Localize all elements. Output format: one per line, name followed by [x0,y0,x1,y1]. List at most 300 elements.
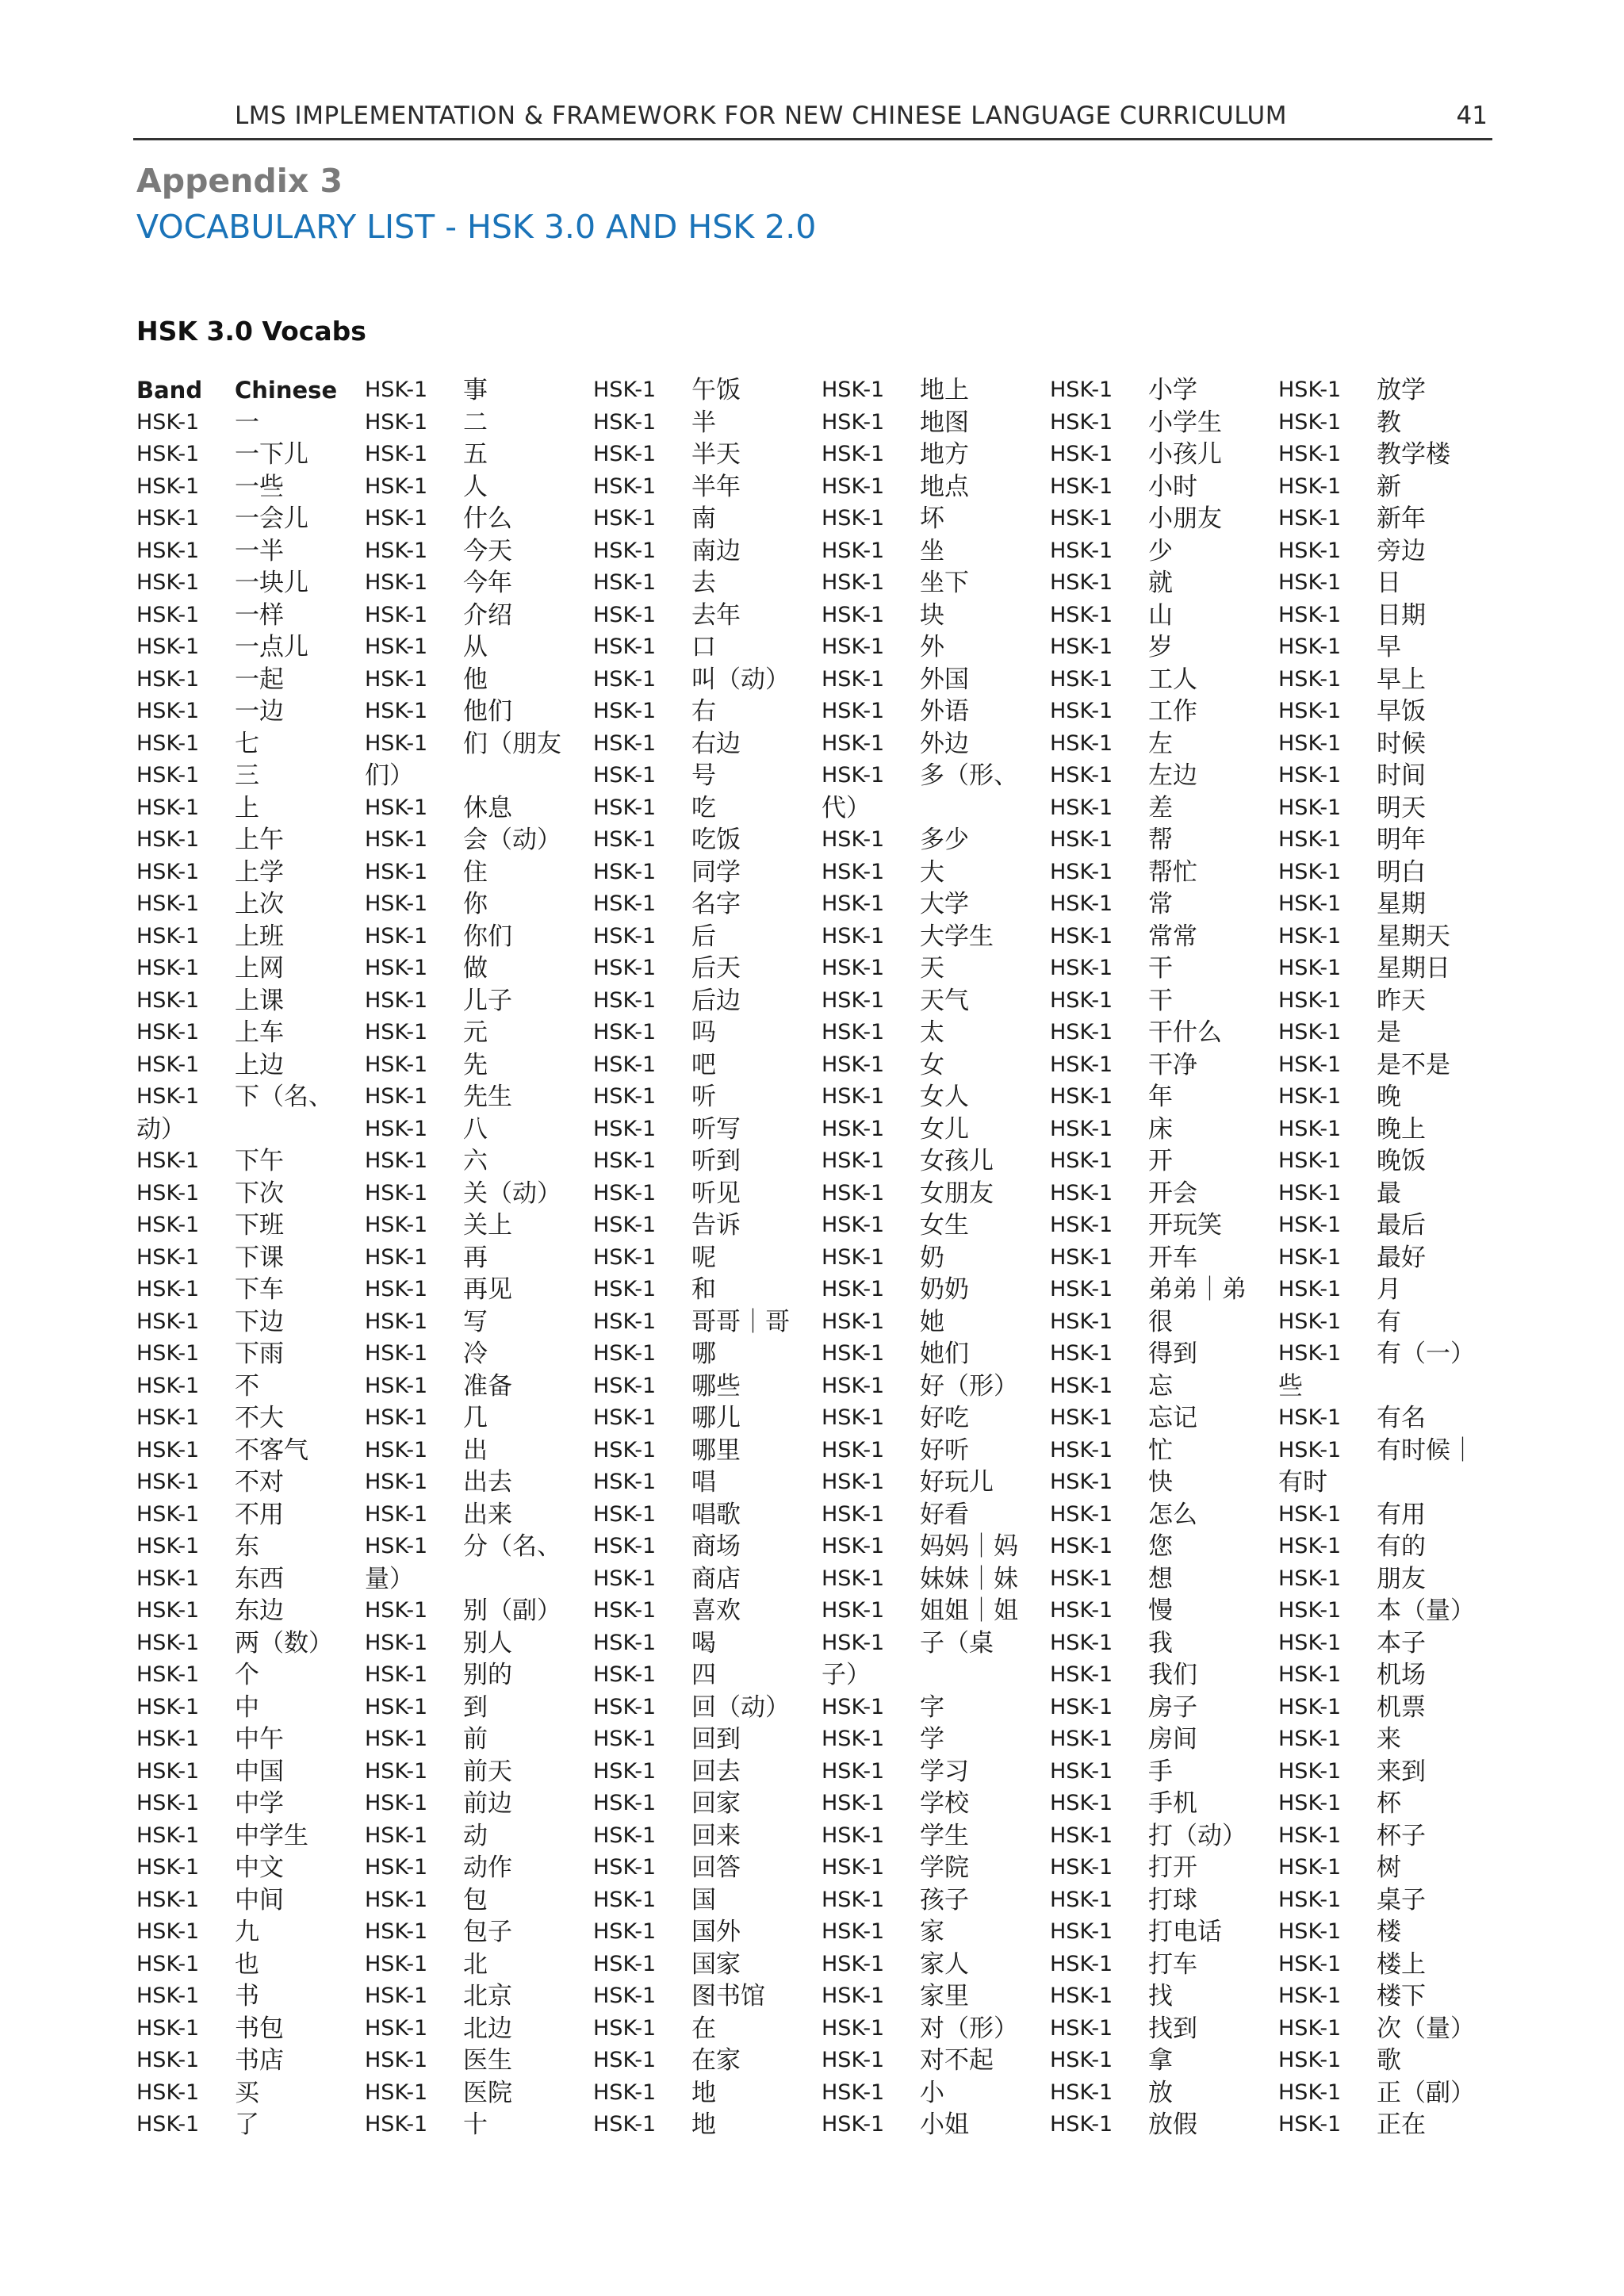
chinese-word-cell: 来到 [1377,1757,1426,1786]
chinese-word-continuation: 有时 [1278,1468,1327,1497]
chinese-word-cell: 正（副） [1377,2078,1475,2107]
chinese-word-cell: 哪里 [691,1435,741,1465]
chinese-word-cell: 开玩笑 [1148,1211,1222,1240]
band-cell: HSK-1 [1278,1020,1342,1045]
chinese-word-cell: 国家 [691,1949,741,1979]
band-cell: HSK-1 [593,1052,657,1077]
chinese-word-cell: 我 [1148,1628,1173,1658]
band-cell: HSK-1 [365,1373,428,1398]
chinese-word-cell: 大学生 [920,922,994,951]
chinese-word-cell: 八 [463,1114,488,1144]
band-cell: HSK-1 [593,1566,657,1591]
chinese-word-cell: 晚上 [1377,1114,1426,1144]
band-cell: HSK-1 [593,473,657,499]
band-cell: HSK-1 [365,730,428,756]
chinese-word-cell: 学习 [920,1757,969,1786]
band-cell: HSK-1 [136,1662,200,1687]
band-cell: HSK-1 [1050,1919,1113,1944]
chinese-word-cell: 告诉 [691,1211,741,1240]
band-cell: HSK-1 [365,378,428,402]
chinese-word-cell: 桌子 [1377,1885,1426,1915]
band-cell: HSK-1 [822,2048,885,2072]
chinese-word-cell: 中学生 [235,1821,308,1850]
chinese-word-cell: 住 [463,857,488,887]
chinese-word-cell: 一块儿 [235,569,308,597]
chinese-word-cell: 哪些 [691,1371,741,1401]
band-cell: HSK-1 [593,409,657,435]
band-cell: HSK-1 [136,506,200,531]
band-cell: HSK-1 [822,1598,885,1623]
chinese-word-cell: 次（量） [1377,2014,1475,2043]
band-cell: HSK-1 [1278,1823,1342,1848]
chinese-word-cell: 别的 [463,1661,512,1689]
band-cell: HSK-1 [1278,1244,1342,1270]
band-cell: HSK-1 [1278,2079,1342,2105]
band-cell: HSK-1 [593,795,657,820]
chinese-word-cell: 找 [1148,1982,1173,2010]
chinese-word-cell: 儿子 [463,986,512,1015]
chinese-word-cell: 昨天 [1377,986,1426,1015]
band-cell: HSK-1 [136,1984,200,2008]
chinese-word-cell: 她们 [920,1340,969,1368]
chinese-word-cell: 包子 [463,1918,512,1946]
chinese-word-cell: 姐姐｜姐 [920,1596,1018,1625]
band-cell: HSK-1 [1278,1630,1342,1655]
band-cell: HSK-1 [365,1501,428,1527]
band-cell: HSK-1 [1050,1758,1113,1784]
band-cell: HSK-1 [822,1148,885,1173]
band-cell: HSK-1 [1278,1887,1342,1912]
chinese-word-cell: 介绍 [463,600,512,630]
chinese-word-cell: 好玩儿 [920,1468,994,1497]
chinese-word-cell: 北 [463,1949,488,1979]
band-cell: HSK-1 [1050,1984,1113,2008]
band-cell: HSK-1 [1278,1437,1342,1462]
chinese-word-cell: 本（量） [1377,1596,1475,1625]
band-cell: HSK-1 [365,1823,428,1848]
chinese-word-cell: 外语 [920,697,969,726]
chinese-word-cell: 最后 [1377,1211,1426,1240]
chinese-word-cell: 打车 [1148,1949,1197,1979]
chinese-word-cell: 机场 [1377,1661,1426,1689]
band-cell: HSK-1 [365,987,428,1013]
chinese-word-cell: 差 [1148,793,1173,822]
band-cell: HSK-1 [365,1919,428,1944]
band-cell: HSK-1 [1050,1309,1113,1334]
chinese-word-cell: 早饭 [1377,697,1426,726]
chinese-word-cell: 好吃 [920,1404,969,1432]
band-cell: HSK-1 [822,1437,885,1462]
chinese-word-cell: 打球 [1148,1885,1197,1915]
chinese-word-cell: 什么 [463,504,512,533]
chinese-word-cell: 十 [463,2110,488,2139]
page-number: 41 [1456,102,1488,130]
chinese-word-cell: 帮忙 [1148,857,1197,887]
chinese-word-cell: 天气 [920,986,969,1015]
band-cell: HSK-1 [1050,1341,1113,1366]
band-cell: HSK-1 [1050,506,1113,531]
chinese-word-cell: 叫（动） [691,665,790,694]
band-cell: HSK-1 [1050,602,1113,627]
chinese-word-cell: 东 [235,1532,259,1561]
band-cell: HSK-1 [822,1758,885,1784]
chinese-word-cell: 星期天 [1377,922,1450,951]
band-cell: HSK-1 [1278,409,1342,435]
chinese-word-cell: 星期日 [1377,954,1450,983]
chinese-word-cell: 半年 [691,472,741,501]
chinese-word-cell: 放学 [1377,376,1426,404]
band-cell: HSK-1 [1278,891,1342,916]
band-cell: HSK-1 [822,1791,885,1815]
chinese-word-cell: 再见 [463,1275,512,1304]
chinese-word-cell: 打电话 [1148,1918,1222,1946]
band-cell: HSK-1 [1050,2048,1113,2072]
chinese-word-cell: 元 [463,1018,488,1047]
band-cell: HSK-1 [136,923,200,949]
band-cell: HSK-1 [822,1084,885,1109]
band-cell: HSK-1 [822,1470,885,1494]
chinese-word-cell: 地上 [920,376,969,404]
chinese-word-cell: 国 [691,1885,716,1915]
chinese-word-continuation: 子） [822,1661,871,1689]
chinese-word-cell: 怎么 [1148,1500,1197,1529]
chinese-word-cell: 下午 [235,1147,284,1175]
band-cell: HSK-1 [822,1213,885,1237]
band-cell: HSK-1 [822,1180,885,1205]
chinese-word-cell: 分（名、 [463,1532,561,1561]
chinese-word-cell: 哪 [691,1340,716,1368]
band-cell: HSK-1 [1050,1277,1113,1301]
band-cell: HSK-1 [136,1341,200,1366]
chinese-word-cell: 东边 [235,1596,284,1625]
chinese-word-cell: 好（形） [920,1371,1018,1401]
band-cell: HSK-1 [593,1791,657,1815]
chinese-word-cell: 出去 [463,1468,512,1497]
band-cell: HSK-1 [1278,666,1342,692]
chinese-word-cell: 找到 [1148,2014,1197,2043]
band-cell: HSK-1 [593,666,657,692]
chinese-word-cell: 学校 [920,1789,969,1818]
chinese-word-cell: 医院 [463,2078,512,2107]
chinese-word-cell: 外 [920,633,944,661]
chinese-word-cell: 图书馆 [691,1982,765,2010]
band-cell: HSK-1 [1278,795,1342,820]
band-cell: HSK-1 [1278,506,1342,531]
chinese-word-cell: 小 [920,2078,944,2107]
band-cell: HSK-1 [365,634,428,659]
chinese-word-cell: 北京 [463,1982,512,2010]
chinese-word-cell: 先 [463,1050,488,1079]
chinese-word-cell: 哥哥｜哥 [691,1307,790,1336]
chinese-word-cell: 放 [1148,2078,1173,2107]
chinese-word-cell: 常常 [1148,922,1197,951]
chinese-word-cell: 前天 [463,1757,512,1786]
chinese-word-cell: 新年 [1377,504,1426,533]
band-cell: HSK-1 [1050,1694,1113,1719]
band-cell: HSK-1 [365,1020,428,1045]
band-cell: HSK-1 [136,442,200,466]
chinese-word-cell: 干什么 [1148,1018,1222,1047]
chinese-word-cell: 外国 [920,665,969,694]
band-cell: HSK-1 [822,442,885,466]
band-cell: HSK-1 [593,730,657,756]
band-cell: HSK-1 [1050,891,1113,916]
band-cell: HSK-1 [1278,570,1342,595]
band-cell: HSK-1 [822,538,885,563]
band-cell: HSK-1 [1278,1919,1342,1944]
chinese-word-cell: 北边 [463,2014,512,2043]
chinese-word-cell: 中间 [235,1885,284,1915]
chinese-word-cell: 一会儿 [235,504,308,533]
chinese-word-cell: 下课 [235,1243,284,1272]
chinese-word-cell: 晚饭 [1377,1147,1426,1175]
chinese-word-cell: 机票 [1377,1692,1426,1722]
table-row-continuation [136,1114,186,1145]
band-cell: HSK-1 [136,1855,200,1880]
chinese-word-cell: 同学 [691,857,741,887]
chinese-word-cell: 午饭 [691,376,741,404]
chinese-word-cell: 小朋友 [1148,504,1222,533]
chinese-word-cell: 床 [1148,1114,1173,1144]
band-cell: HSK-1 [136,730,200,756]
band-cell: HSK-1 [1278,1694,1342,1719]
chinese-word-cell: 家人 [920,1949,969,1979]
chinese-word-cell: 奶奶 [920,1275,969,1304]
band-cell: HSK-1 [1278,1309,1342,1334]
chinese-word-cell: 下边 [235,1307,284,1336]
chinese-word-cell: 上边 [235,1050,284,1079]
chinese-word-cell: 学生 [920,1821,969,1850]
band-cell: HSK-1 [1050,473,1113,499]
band-cell: HSK-1 [365,1727,428,1751]
band-cell: HSK-1 [593,763,657,788]
chinese-word-cell: 中文 [235,1853,284,1882]
chinese-word-cell: 手 [1148,1757,1173,1786]
table-row-continuation [1278,1466,1327,1498]
chinese-word-cell: 后边 [691,986,741,1015]
band-cell: HSK-1 [365,1630,428,1655]
chinese-word-cell: 右边 [691,729,741,758]
band-cell: HSK-1 [822,1919,885,1944]
band-cell: HSK-1 [136,1598,200,1623]
chinese-word-cell: 少 [1148,536,1173,565]
band-cell: HSK-1 [1278,1758,1342,1784]
chinese-word-cell: 树 [1377,1853,1401,1882]
band-cell: HSK-1 [136,634,200,659]
band-cell: HSK-1 [822,1855,885,1880]
band-cell: HSK-1 [136,1052,200,1077]
chinese-word-cell: 国外 [691,1918,741,1946]
band-cell: HSK-1 [136,1373,200,1398]
chinese-word-cell: 外边 [920,729,969,758]
chinese-word-cell: 听见 [691,1179,741,1208]
band-cell: HSK-1 [136,1437,200,1462]
chinese-word-cell: 回答 [691,1853,741,1882]
band-cell: HSK-1 [136,473,200,499]
chinese-word-cell: 弟弟｜弟 [1148,1275,1247,1304]
band-cell: HSK-1 [136,538,200,563]
chinese-word-cell: 半 [691,408,716,437]
band-cell: HSK-1 [822,730,885,756]
chinese-word-cell: 六 [463,1147,488,1175]
band-cell: HSK-1 [593,602,657,627]
band-cell: HSK-1 [1050,1244,1113,1270]
band-cell: HSK-1 [822,987,885,1013]
band-cell: HSK-1 [1050,442,1113,466]
band-cell: HSK-1 [365,827,428,852]
band-cell: HSK-1 [822,634,885,659]
chinese-word-cell: 字 [920,1692,944,1722]
chinese-word-cell: 写 [463,1307,488,1336]
band-cell: HSK-1 [365,1052,428,1077]
band-cell: HSK-1 [1278,1984,1342,2008]
band-cell: HSK-1 [365,1148,428,1173]
chinese-word-cell: 上班 [235,922,284,951]
chinese-word-cell: 下班 [235,1211,284,1240]
band-cell: HSK-1 [822,827,885,852]
band-cell: HSK-1 [1050,570,1113,595]
band-cell: HSK-1 [593,699,657,723]
band-cell: HSK-1 [593,1501,657,1527]
band-cell: HSK-1 [822,1534,885,1558]
chinese-word-cell: 岁 [1148,633,1173,661]
chinese-word-continuation: 们） [365,761,414,790]
chinese-word-cell: 今天 [463,536,512,565]
chinese-word-cell: 房子 [1148,1692,1197,1722]
chinese-word-cell: 好看 [920,1500,969,1529]
chinese-word-continuation: 些 [1278,1371,1303,1401]
chinese-word-cell: 拿 [1148,2046,1173,2075]
band-cell: HSK-1 [1050,666,1113,692]
chinese-word-cell: 动作 [463,1853,512,1882]
chinese-word-cell: 别（副） [463,1596,561,1625]
chinese-word-cell: 在家 [691,2046,741,2075]
chinese-word-cell: 关上 [463,1211,512,1240]
chinese-word-cell: 有名 [1377,1404,1426,1432]
chinese-word-cell: 也 [235,1949,259,1979]
chinese-word-cell: 明年 [1377,826,1426,854]
table-row-continuation [822,792,871,824]
band-cell: HSK-1 [593,859,657,884]
chinese-word-cell: 学 [920,1725,944,1754]
chinese-word-cell: 和 [691,1275,716,1304]
chinese-word-cell: 听 [691,1083,716,1111]
band-cell: HSK-1 [365,1598,428,1623]
band-cell: HSK-1 [1278,1052,1342,1077]
band-cell: HSK-1 [593,1244,657,1270]
band-cell: HSK-1 [822,923,885,949]
band-cell: HSK-1 [822,602,885,627]
band-cell: HSK-1 [593,1727,657,1751]
band-cell: HSK-1 [136,987,200,1013]
chinese-word-cell: 家里 [920,1982,969,2010]
chinese-word-cell: 回来 [691,1821,741,1850]
band-cell: HSK-1 [136,1887,200,1912]
band-cell: HSK-1 [593,570,657,595]
band-cell: HSK-1 [1278,763,1342,788]
band-cell: HSK-1 [1278,1951,1342,1976]
band-cell: HSK-1 [365,409,428,435]
chinese-word-cell: 他 [463,665,488,694]
chinese-word-cell: 本子 [1377,1628,1426,1658]
band-cell: HSK-1 [136,1309,200,1334]
table-row-continuation [822,1659,871,1691]
band-cell: HSK-1 [1050,859,1113,884]
chinese-word-cell: 是 [1377,1018,1401,1047]
chinese-word-cell: 们（朋友 [463,729,561,758]
band-cell: HSK-1 [1050,1052,1113,1077]
chinese-word-cell: 多（形、 [920,761,1018,790]
chinese-word-cell: 今年 [463,569,512,597]
chinese-word-continuation: 代） [822,793,871,822]
chinese-word-cell: 对（形） [920,2014,1018,2043]
chinese-word-cell: 冷 [463,1340,488,1368]
band-cell: HSK-1 [1050,2079,1113,2105]
band-cell: HSK-1 [822,2015,885,2041]
band-cell: HSK-1 [1050,1951,1113,1976]
chinese-word-cell: 你们 [463,922,512,951]
chinese-word-cell: 一样 [235,600,284,630]
chinese-word-cell: 回到 [691,1725,741,1754]
band-cell: HSK-1 [1278,699,1342,723]
band-cell: HSK-1 [1050,1566,1113,1591]
chinese-word-cell: 到 [463,1692,488,1722]
chinese-word-cell: 在 [691,2014,716,2043]
band-cell: HSK-1 [365,1277,428,1301]
chinese-word-cell: 手机 [1148,1789,1197,1818]
chinese-word-cell: 上学 [235,857,284,887]
chinese-word-cell: 大学 [920,890,969,918]
chinese-word-cell: 二 [463,408,488,437]
band-cell: HSK-1 [822,1951,885,1976]
band-cell: HSK-1 [1278,1534,1342,1558]
band-cell: HSK-1 [1050,1148,1113,1173]
chinese-word-cell: 下次 [235,1179,284,1208]
band-cell: HSK-1 [365,570,428,595]
chinese-word-cell: 想 [1148,1564,1173,1593]
band-cell: HSK-1 [136,1694,200,1719]
chinese-word-cell: 人 [463,472,488,501]
band-cell: HSK-1 [136,1501,200,1527]
band-cell: HSK-1 [365,1791,428,1815]
band-cell: HSK-1 [1278,1727,1342,1751]
band-cell: HSK-1 [1050,538,1113,563]
band-cell: HSK-1 [1278,1084,1342,1109]
band-cell: HSK-1 [822,570,885,595]
band-cell: HSK-1 [136,1630,200,1655]
chinese-word-cell: 唱歌 [691,1500,741,1529]
band-cell: HSK-1 [822,1694,885,1719]
band-cell: HSK-1 [593,1437,657,1462]
chinese-word-cell: 打开 [1148,1853,1197,1882]
band-cell: HSK-1 [365,442,428,466]
chinese-word-cell: 星期 [1377,890,1426,918]
band-cell: HSK-1 [1278,1566,1342,1591]
band-cell: HSK-1 [1278,1116,1342,1141]
band-cell: HSK-1 [1050,1662,1113,1687]
band-cell: HSK-1 [822,666,885,692]
chinese-word-cell: 楼上 [1377,1949,1426,1979]
chinese-word-cell: 上课 [235,986,284,1015]
band-cell: HSK-1 [593,1277,657,1301]
band-cell: HSK-1 [1050,2112,1113,2137]
band-cell: HSK-1 [593,506,657,531]
chinese-word-cell: 太 [920,1018,944,1047]
band-cell: HSK-1 [1278,2112,1342,2137]
chinese-word-cell: 您 [1148,1532,1173,1561]
band-cell: HSK-1 [593,1020,657,1045]
band-cell: HSK-1 [365,1437,428,1462]
